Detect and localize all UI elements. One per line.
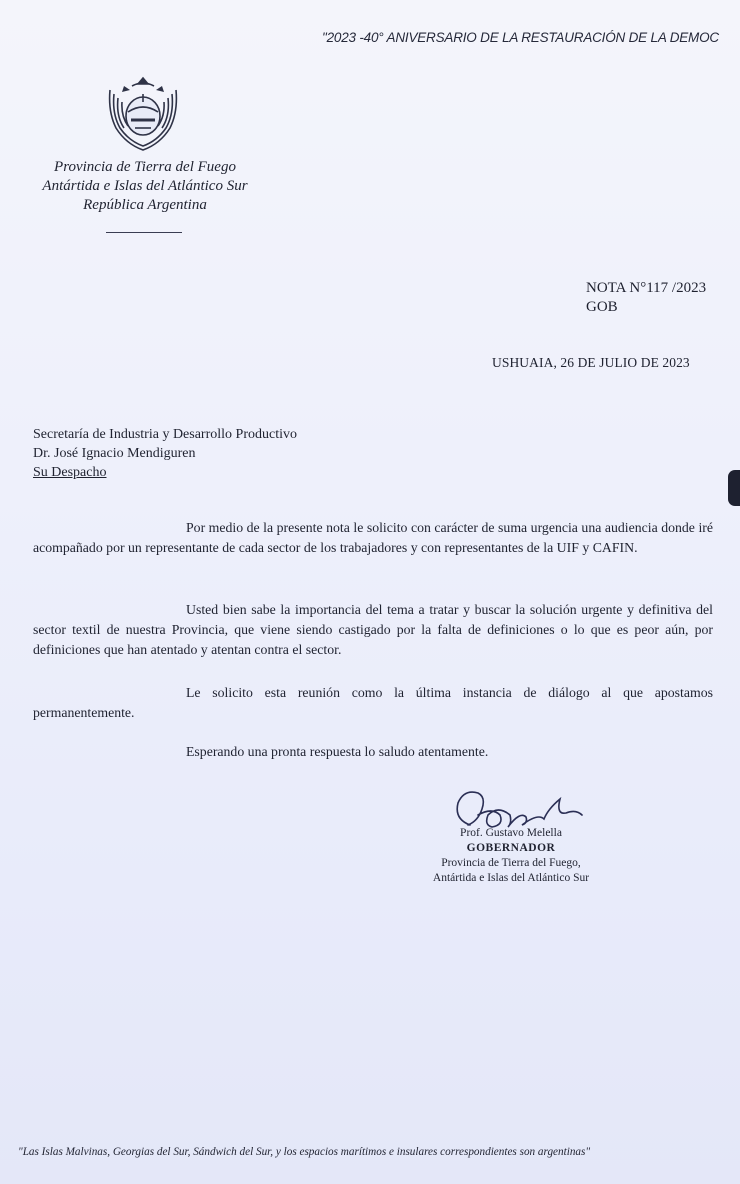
- signer-province-1: Provincia de Tierra del Fuego,: [441, 857, 581, 869]
- province-line-2: Antártida e Islas del Atlántico Sur: [42, 178, 248, 194]
- body-paragraph-1: Por medio de la presente nota le solicito con carácter de suma urgencia una audiencia donde iré acompañado por un representante de cada sector de los trabajadores y con representantes de la UIF y CAFIN.: [33, 520, 713, 555]
- addressee-block: [33, 425, 297, 482]
- anniversary-motto: "2023 -40° ANIVERSARIO DE LA RESTAURACIÓN DE LA DEMOC: [322, 30, 719, 45]
- province-line-1: Provincia de Tierra del Fuego: [54, 159, 236, 175]
- signature-block: [418, 826, 604, 886]
- addressee-line-2: Dr. José Ignacio Mendiguren: [33, 446, 196, 461]
- body-paragraph-3: Le solicito esta reunión como la última instancia de diálogo al que apostamos permanentemente.: [33, 685, 713, 720]
- page-edge-shadow: [728, 470, 740, 506]
- letterhead-divider: [106, 232, 182, 233]
- signer-province-2: Antártida e Islas del Atlántico Sur: [432, 872, 590, 884]
- signer-title: GOBERNADOR: [466, 842, 556, 854]
- body-paragraph-4: Esperando una pronta respuesta lo saludo atentamente.: [186, 744, 489, 759]
- note-reference: [586, 279, 706, 317]
- footer-motto: "Las Islas Malvinas, Georgias del Sur, Sándwich del Sur, y los espacios marítimos e insulares correspondientes son argentinas": [18, 1146, 591, 1158]
- addressee-line-3: Su Despacho: [33, 465, 107, 480]
- province-line-3: República Argentina: [83, 197, 207, 213]
- body-paragraph-2: Usted bien sabe la importancia del tema a tratar y buscar la solución urgente y definitiva del sector textil de nuestra Provincia, que viene siendo castigado por la falta de definiciones o lo que es peor aún, por definiciones que han atentado y atentan contra el sector.: [33, 602, 713, 657]
- place-date: USHUAIA, 26 DE JULIO DE 2023: [492, 355, 690, 370]
- note-office: GOB: [586, 299, 618, 315]
- province-heading: [20, 158, 270, 215]
- signer-name: Prof. Gustavo Melella: [460, 827, 562, 839]
- note-number: NOTA N°117 /2023: [586, 280, 707, 296]
- coat-of-arms-icon: [102, 72, 184, 154]
- addressee-line-1: Secretaría de Industria y Desarrollo Productivo: [33, 427, 297, 442]
